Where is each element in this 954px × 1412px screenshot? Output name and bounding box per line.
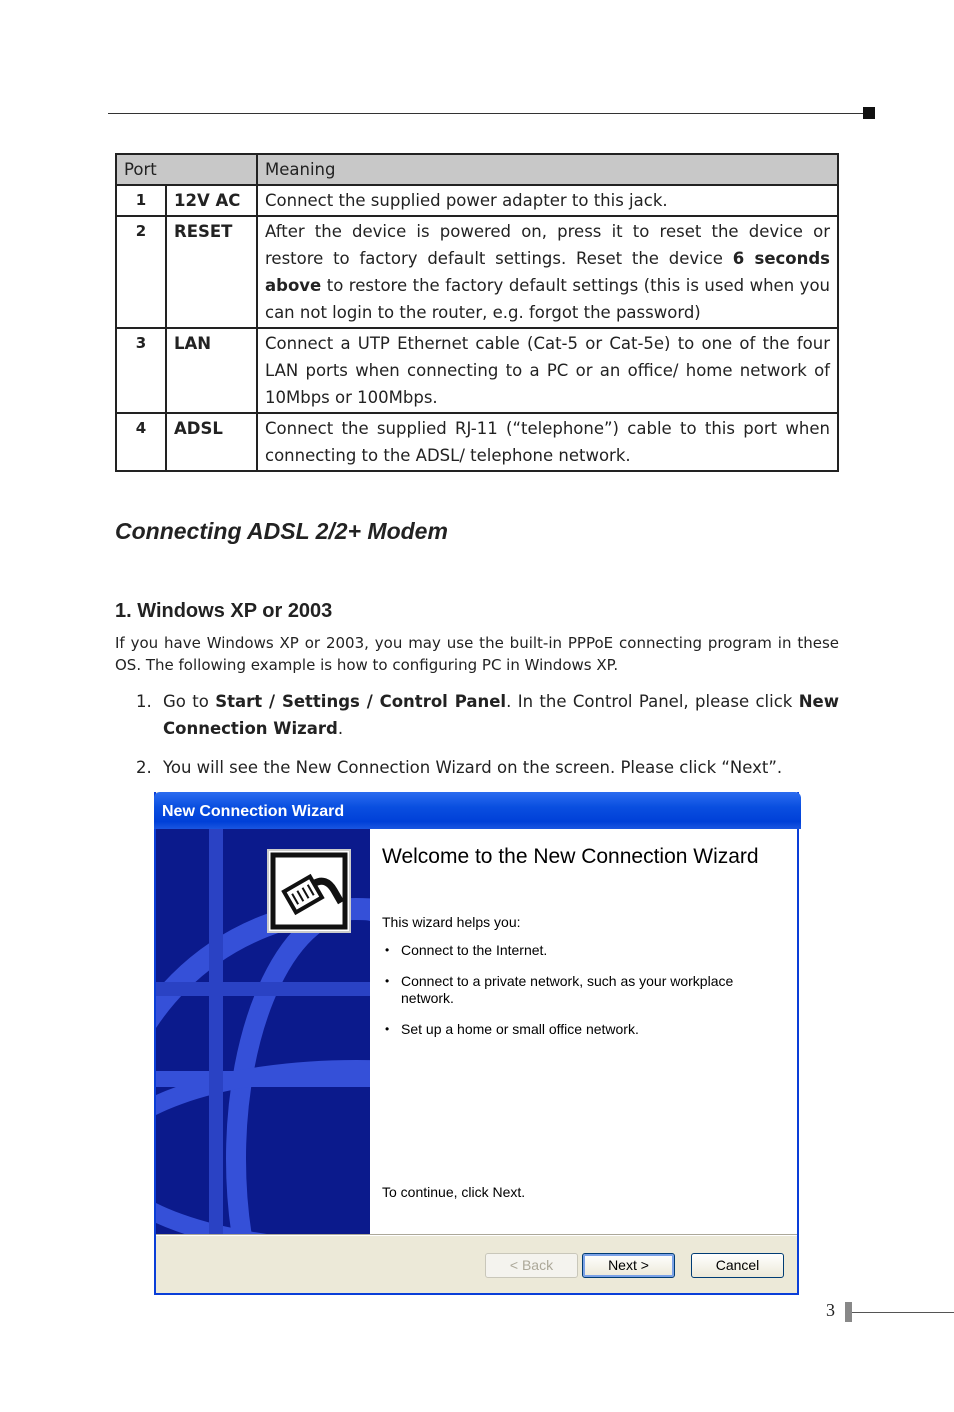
wizard-helps-label: This wizard helps you:: [382, 914, 521, 930]
wizard-content: [370, 829, 797, 1234]
list-item-text: Connect to the Internet.: [401, 942, 548, 958]
intro-paragraph: If you have Windows XP or 2003, you may use the built-in PPPoE connecting program in these OS. The following example is how to configuring PC in Windows XP.: [115, 634, 839, 674]
meaning-text: to restore the factory default settings (this is used when you can not login to the router, e.g. forgot the password): [265, 276, 830, 322]
footer-rule: [852, 1312, 954, 1313]
cancel-button[interactable]: Cancel: [691, 1253, 784, 1278]
meaning-bold: 6 seconds above: [265, 249, 831, 295]
table-row: [116, 216, 838, 328]
step-text: You will see the New Connection Wizard on the screen. Please click “Next”.: [163, 758, 783, 777]
list-item: [382, 973, 782, 1007]
network-cable-icon: [267, 849, 351, 933]
port-name: 12V AC: [166, 185, 257, 216]
port-name: LAN: [166, 328, 257, 413]
port-number: 1: [116, 185, 166, 216]
port-meaning: [257, 216, 838, 328]
bullet-icon: •: [385, 943, 390, 957]
wizard-titlebar[interactable]: [154, 792, 801, 829]
step-item: [136, 754, 839, 781]
step-bold: Start / Settings / Control Panel: [215, 692, 507, 711]
header-meaning: Meaning: [257, 154, 838, 185]
wizard-separator: [156, 1234, 797, 1236]
port-meaning: Connect the supplied power adapter to this jack.: [257, 185, 838, 216]
header-rule: [108, 113, 864, 114]
port-meaning: Connect the supplied RJ-11 (“telephone”) cable to this port when connecting to the ADSL/ telephone network.: [257, 413, 838, 471]
step-item: [136, 688, 839, 742]
step-text: [163, 688, 839, 742]
table-row: [116, 413, 838, 471]
step-text-part: .: [337, 719, 344, 738]
wizard-title: New Connection Wizard: [162, 803, 345, 820]
header-square: [863, 107, 875, 119]
port-table: [115, 153, 839, 472]
wizard-window: [154, 792, 799, 1295]
port-name: ADSL: [166, 413, 257, 471]
back-button[interactable]: < Back: [485, 1253, 578, 1278]
table-row: [116, 328, 838, 413]
wizard-continue-text: To continue, click Next.: [382, 1184, 526, 1200]
meaning-text: After the device is powered on, press it to reset the device or restore to factory default settings. Reset the device: [265, 222, 830, 268]
port-number: 4: [116, 413, 166, 471]
port-number: 3: [116, 328, 166, 413]
list-item: [382, 942, 782, 959]
step-text-part: . In the Control Panel, please click: [506, 692, 799, 711]
sub-title: 1. Windows XP or 2003: [115, 600, 333, 622]
port-number: 2: [116, 216, 166, 328]
wizard-bullet-list: [382, 942, 782, 1052]
list-item-text: Set up a home or small office network.: [401, 1021, 639, 1037]
next-button[interactable]: Next >: [582, 1253, 675, 1278]
step-bold: New Connection Wizard: [163, 692, 839, 738]
wizard-side-panel: [156, 829, 370, 1234]
list-item: [382, 1021, 782, 1038]
port-meaning: Connect a UTP Ethernet cable (Cat-5 or Cat-5e) to one of the four LAN ports when connecting to a PC or an office/ home network of 10Mbps or 100Mbps.: [257, 328, 838, 413]
bullet-icon: •: [385, 1022, 390, 1036]
step-text-part: Go to: [163, 692, 216, 711]
table-row: [116, 185, 838, 216]
header-port: Port: [116, 154, 257, 185]
list-item-text: Connect to a private network, such as your workplace network.: [401, 973, 734, 1006]
bullet-icon: •: [385, 974, 390, 988]
port-name: RESET: [166, 216, 257, 328]
page-marker: [845, 1302, 852, 1322]
page-number: 3: [826, 1300, 835, 1320]
step-number: 1.: [136, 692, 152, 711]
section-title: Connecting ADSL 2/2+ Modem: [115, 518, 448, 544]
wizard-heading: Welcome to the New Connection Wizard: [382, 845, 759, 868]
step-number: 2.: [136, 758, 152, 777]
table-header-row: [116, 154, 838, 185]
